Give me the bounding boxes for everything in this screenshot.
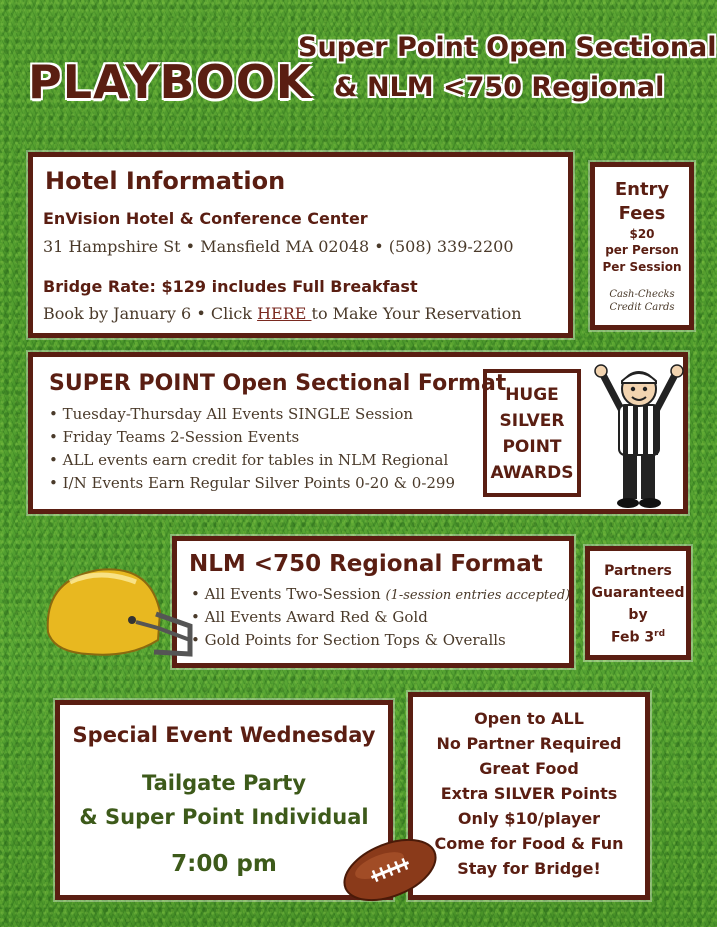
open-to-all-box (408, 692, 650, 900)
open-line: Extra SILVER Points (440, 784, 618, 803)
award-line: HUGE (505, 385, 559, 405)
nlm-regional-box (172, 536, 574, 668)
football-helmet-icon (40, 562, 200, 674)
super-point-item: • Friday Teams 2-Session Events (49, 428, 299, 446)
nlm-item: • All Events Award Red & Gold (191, 608, 428, 626)
open-line: Great Food (479, 759, 579, 778)
partners-line: Guaranteed (591, 585, 685, 601)
reservation-link[interactable]: HERE (257, 304, 312, 323)
nlm-item: • Gold Points for Section Tops & Overalls (191, 631, 506, 649)
open-line: No Partner Required (436, 734, 622, 753)
individual-line: & Super Point Individual (79, 805, 369, 829)
bridge-rate: Bridge Rate: $129 includes Full Breakfast (43, 277, 418, 296)
partners-date-text: Feb 3 (610, 629, 655, 646)
fee-per-person: per Person (605, 243, 679, 257)
partners-date (590, 629, 686, 646)
event-title-line1: Super Point Open Sectional (298, 32, 717, 63)
booking-suffix: to Make Your Reservation (311, 304, 522, 323)
super-point-box (28, 352, 688, 514)
partners-line: by (628, 607, 648, 623)
playbook-title: PLAYBOOK (28, 55, 313, 109)
open-line: Only $10/player (457, 809, 601, 828)
fee-amount: $20 (629, 227, 655, 241)
nlm-heading: NLM <750 Regional Format (189, 551, 543, 577)
open-line: Open to ALL (474, 709, 584, 728)
super-point-item: • ALL events earn credit for tables in NLM Regional (49, 451, 448, 469)
referee-icon (593, 361, 685, 511)
award-line: POINT (502, 437, 562, 457)
booking-line (43, 304, 522, 323)
payment-methods-2: Credit Cards (609, 302, 675, 313)
entry-fees-box (590, 162, 694, 330)
open-line: Come for Food & Fun (434, 834, 624, 853)
payment-methods-1: Cash-Checks (609, 289, 675, 300)
event-time: 7:00 pm (171, 851, 277, 877)
event-title-line2: & NLM <750 Regional (334, 72, 665, 103)
entry-label: Entry (614, 179, 670, 200)
hotel-info-box (28, 152, 573, 338)
hotel-name: EnVision Hotel & Conference Center (43, 209, 368, 228)
hotel-heading: Hotel Information (45, 167, 286, 195)
nlm-item-main: All Events Two-Session (204, 585, 386, 603)
partners-date-suffix: rd (654, 629, 666, 639)
award-line: AWARDS (490, 463, 574, 483)
hotel-address: 31 Hampshire St • Mansfield MA 02048 • (508) 339-2200 (43, 237, 514, 256)
nlm-item (191, 585, 570, 603)
open-line: Stay for Bridge! (457, 859, 601, 878)
special-heading: Special Event Wednesday (72, 723, 376, 747)
silver-award-box (483, 369, 581, 497)
super-point-heading: SUPER POINT Open Sectional Format (49, 371, 507, 396)
super-point-item: • Tuesday-Thursday All Events SINGLE Session (49, 405, 413, 423)
football-icon (338, 828, 442, 912)
nlm-item-note: (1-session entries accepted) (385, 588, 571, 603)
partners-box (585, 546, 691, 660)
super-point-item: • I/N Events Earn Regular Silver Points 0-20 & 0-299 (49, 474, 455, 492)
fees-label: Fees (618, 203, 666, 224)
tailgate-line: Tailgate Party (141, 771, 307, 795)
fee-per-session: Per Session (602, 260, 682, 274)
booking-prefix: Book by January 6 • Click (43, 304, 258, 323)
partners-line: Partners (604, 563, 672, 579)
award-line: SILVER (499, 411, 565, 431)
